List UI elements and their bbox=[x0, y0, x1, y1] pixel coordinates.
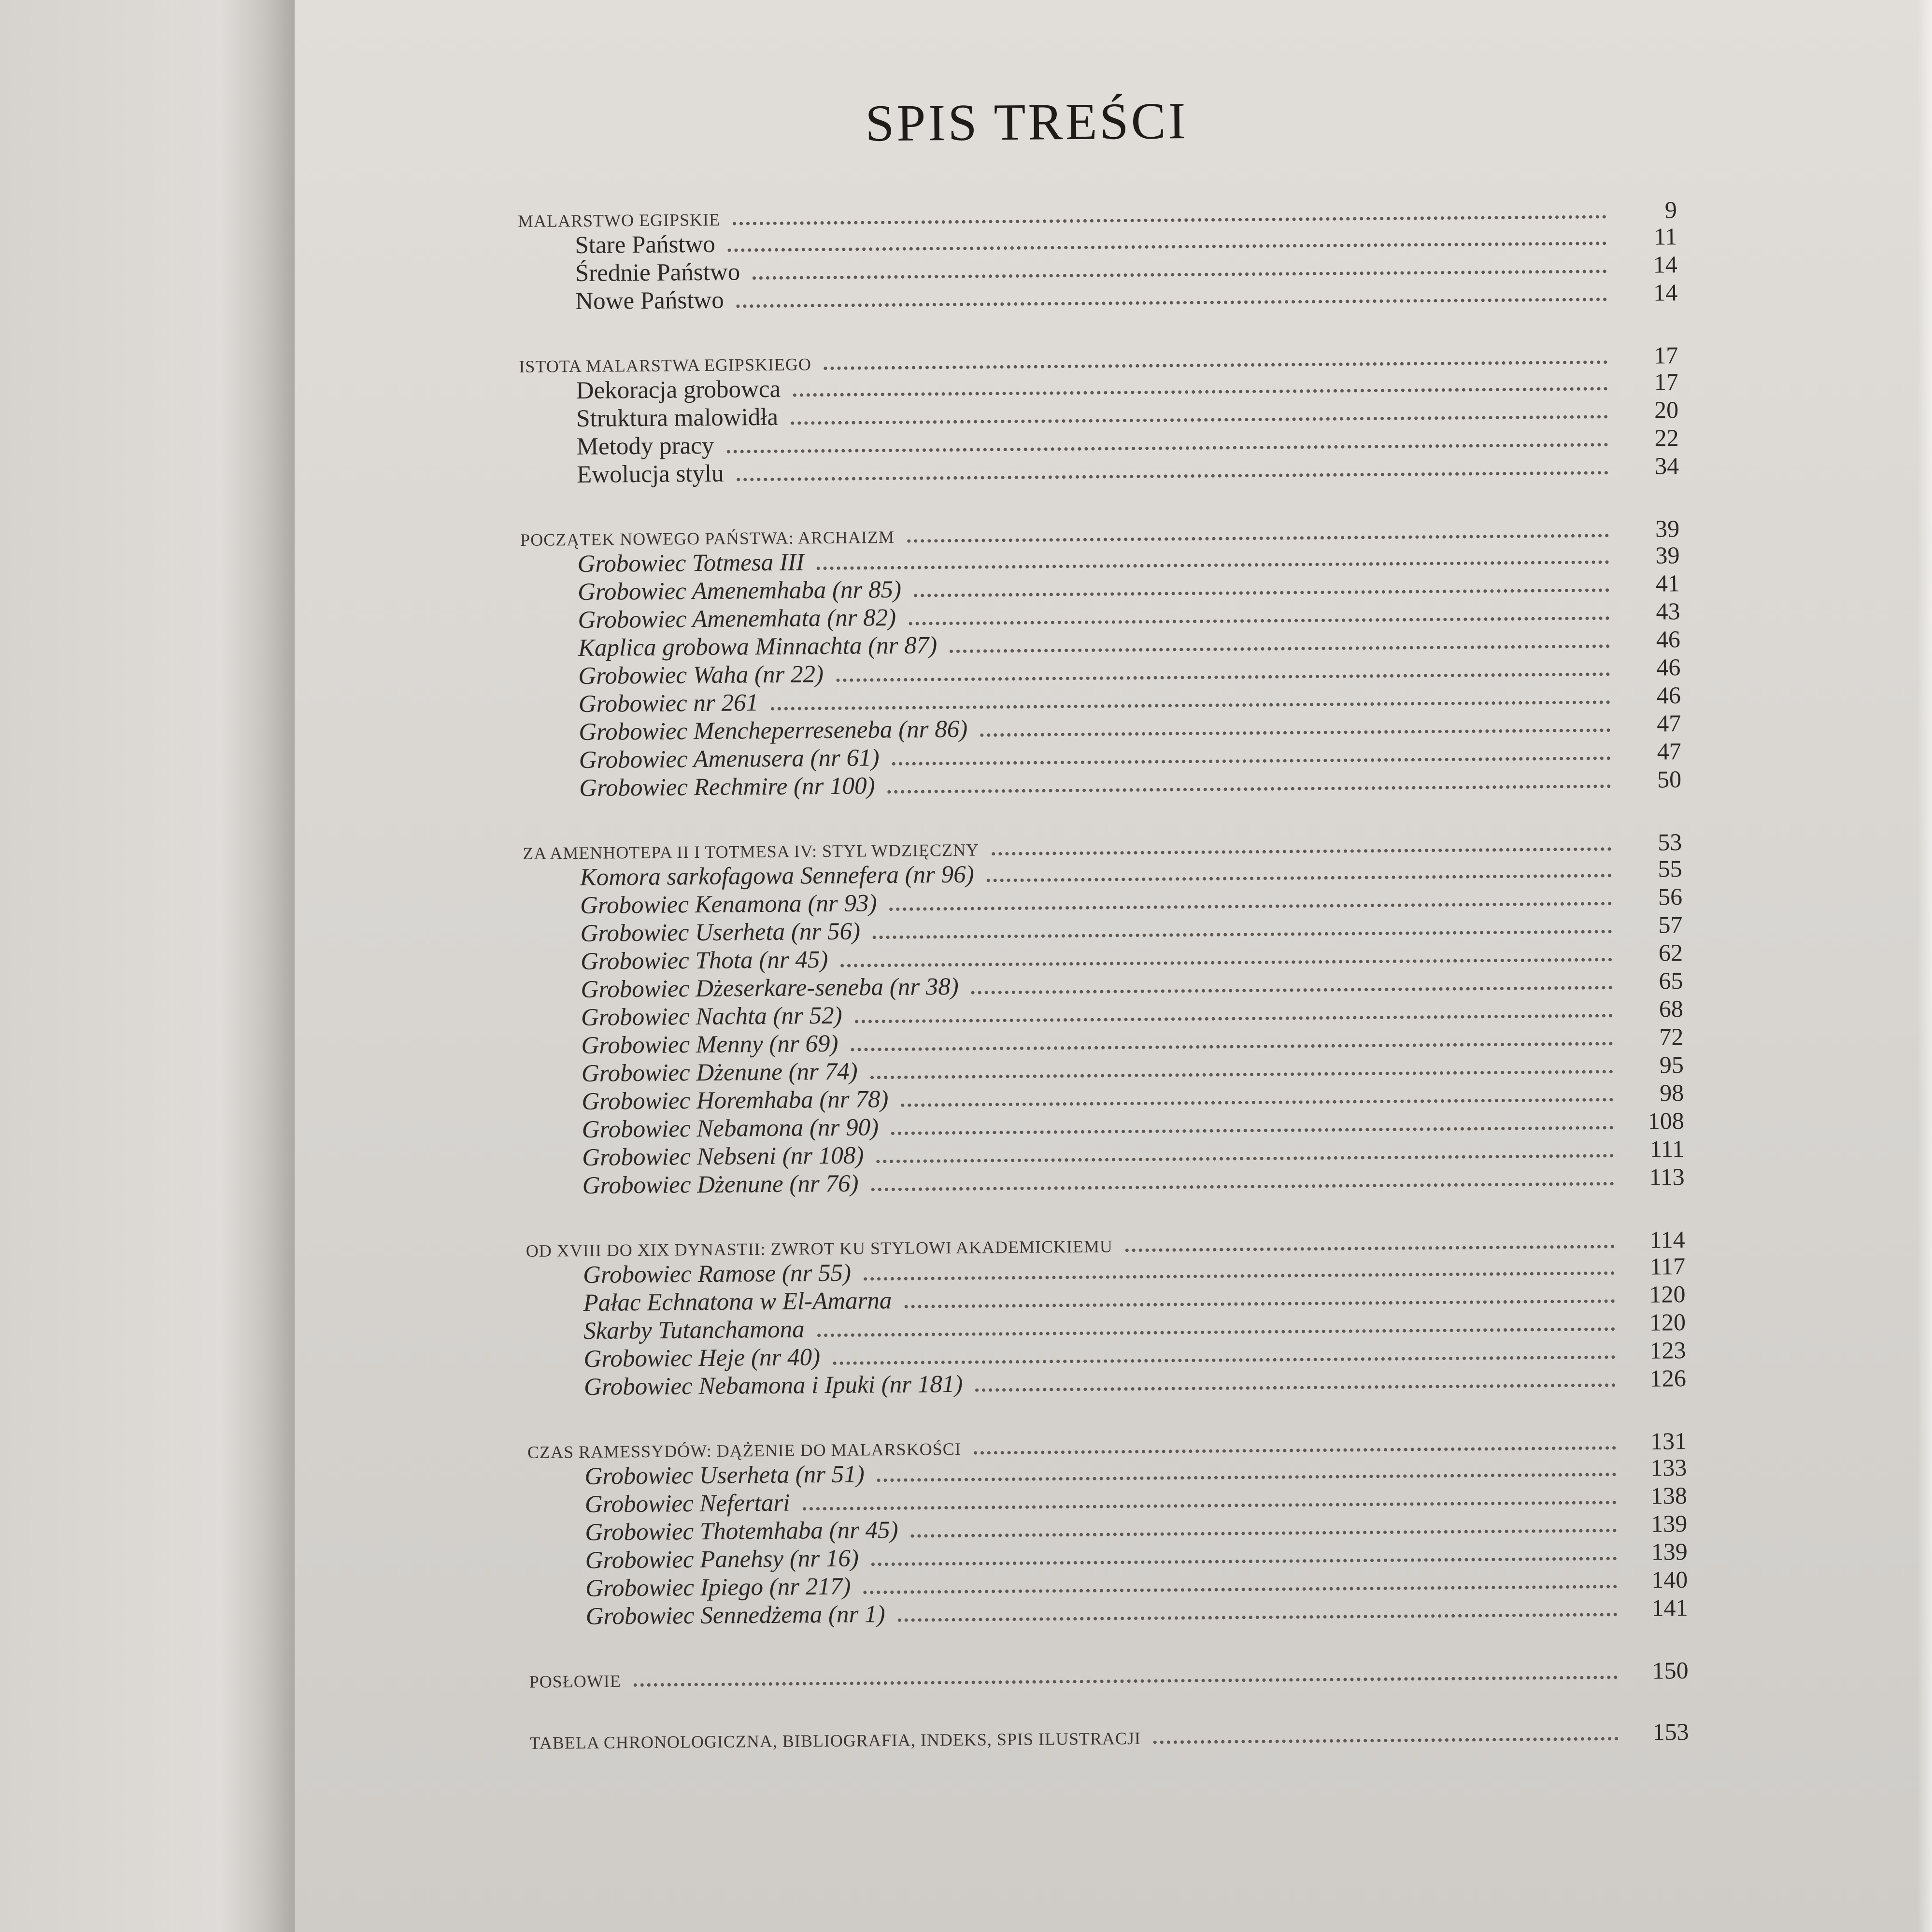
toc-list bbox=[518, 196, 1689, 1753]
dot-leader bbox=[877, 1468, 1617, 1482]
dot-leader bbox=[863, 1580, 1617, 1594]
dot-leader bbox=[870, 1065, 1613, 1079]
section-heading-page-number: 153 bbox=[1652, 1718, 1689, 1746]
dot-leader bbox=[871, 1177, 1614, 1191]
toc-entry-page-number: 108 bbox=[1648, 1107, 1684, 1135]
toc-entry-label: Grobowiec Nebseni (nr 108) bbox=[582, 1142, 864, 1172]
toc-entry-label: Pałac Echnatona w El-Amarna bbox=[583, 1287, 892, 1317]
toc-entry-label: Grobowiec Amenemhata (nr 82) bbox=[578, 604, 896, 634]
toc-section bbox=[519, 341, 1679, 489]
toc-section bbox=[523, 828, 1685, 1200]
toc-entry-label: Komora sarkofagowa Sennefera (nr 96) bbox=[580, 861, 974, 892]
toc-entry-label: Grobowiec Amenemhaba (nr 85) bbox=[577, 576, 902, 606]
toc-entry-page-number: 126 bbox=[1649, 1364, 1687, 1392]
toc-entry-page-number: 46 bbox=[1656, 625, 1681, 653]
toc-entry-page-number: 41 bbox=[1655, 569, 1680, 597]
toc-entry-page-number: 95 bbox=[1659, 1051, 1684, 1079]
toc-entry-page-number: 133 bbox=[1650, 1454, 1687, 1481]
toc-entry-page-number: 141 bbox=[1651, 1594, 1688, 1621]
page-edge-highlight bbox=[1918, 0, 1932, 1932]
toc-entry-page-number: 72 bbox=[1659, 1023, 1684, 1051]
toc-entry-label: Grobowiec Nachta (nr 52) bbox=[581, 1002, 842, 1032]
toc-entry-label: Grobowiec Kenamona (nr 93) bbox=[580, 890, 877, 920]
toc-entry-page-number: 47 bbox=[1657, 710, 1681, 737]
dot-leader bbox=[898, 1608, 1618, 1622]
dot-leader bbox=[840, 953, 1612, 967]
toc-entry-label: Grobowiec Ipiego (nr 217) bbox=[585, 1573, 851, 1602]
dot-leader bbox=[791, 410, 1608, 425]
toc-entry-page-number: 117 bbox=[1649, 1252, 1686, 1280]
dot-leader bbox=[971, 981, 1613, 994]
section-heading-label: OD XVIII DO XIX DYNASTII: ZWROT KU STYLOWI AKADEMICKIEMU bbox=[526, 1236, 1113, 1261]
dot-leader bbox=[737, 293, 1607, 308]
toc-entry-page-number: 39 bbox=[1655, 541, 1680, 569]
toc-entry-page-number: 139 bbox=[1651, 1538, 1688, 1565]
toc-entry-page-number: 14 bbox=[1653, 251, 1678, 278]
dot-leader bbox=[817, 555, 1609, 570]
dot-leader bbox=[975, 1378, 1616, 1392]
dot-leader bbox=[914, 583, 1609, 597]
toc-entry-page-number: 138 bbox=[1650, 1482, 1688, 1509]
toc-entry-label: Kaplica grobowa Minnachta (nr 87) bbox=[578, 632, 938, 662]
toc-entry-label: Grobowiec Menny (nr 69) bbox=[581, 1030, 838, 1060]
dot-leader bbox=[950, 639, 1610, 653]
dot-leader bbox=[634, 1671, 1618, 1687]
toc-entry-page-number: 57 bbox=[1658, 911, 1683, 938]
toc-entry-page-number: 111 bbox=[1649, 1135, 1685, 1163]
toc-entry-label: Grobowiec Nebamona (nr 90) bbox=[582, 1114, 879, 1144]
toc-entry-label: Grobowiec Userheta (nr 51) bbox=[584, 1461, 865, 1490]
section-heading-page-number: 114 bbox=[1649, 1226, 1685, 1253]
dot-leader bbox=[987, 869, 1612, 882]
dot-leader bbox=[907, 529, 1609, 542]
dot-leader bbox=[992, 842, 1611, 855]
toc-entry-page-number: 17 bbox=[1654, 368, 1678, 396]
toc-entry-page-number: 22 bbox=[1654, 424, 1679, 452]
toc-entry-page-number: 56 bbox=[1658, 883, 1683, 910]
toc-entry-page-number: 120 bbox=[1649, 1280, 1686, 1308]
book-gutter bbox=[159, 0, 295, 1932]
toc-entry-label: Grobowiec Thota (nr 45) bbox=[580, 946, 828, 976]
dot-leader bbox=[753, 265, 1607, 280]
dot-leader bbox=[733, 210, 1606, 225]
dot-leader bbox=[980, 724, 1610, 737]
toc-entry-label: Grobowiec Sennedżema (nr 1) bbox=[585, 1601, 885, 1630]
page-title: SPIS TREŚCI bbox=[865, 92, 1189, 153]
section-heading-page-number: 9 bbox=[1664, 196, 1677, 224]
toc-entry-label: Grobowiec nr 261 bbox=[578, 689, 759, 718]
toc-entry-label: Grobowiec Amenusera (nr 61) bbox=[579, 744, 880, 774]
toc-entry-page-number: 20 bbox=[1654, 396, 1679, 424]
toc-entry-label: Grobowiec Totmesa III bbox=[577, 549, 805, 578]
toc-entry-page-number: 98 bbox=[1660, 1079, 1684, 1107]
section-heading-label: CZAS RAMESSYDÓW: DĄŻENIE DO MALARSKOŚCI bbox=[527, 1439, 961, 1462]
dot-leader bbox=[901, 1093, 1613, 1107]
toc-entry-label: Metody pracy bbox=[576, 432, 714, 461]
dot-leader bbox=[851, 1037, 1613, 1051]
dot-leader bbox=[793, 382, 1608, 397]
toc-entry-page-number: 47 bbox=[1657, 738, 1681, 765]
toc-entry-label: Grobowiec Nefertari bbox=[584, 1489, 790, 1518]
dot-leader bbox=[1125, 1240, 1615, 1252]
dot-leader bbox=[864, 1266, 1615, 1280]
toc-entry-label: Grobowiec Horemhaba (nr 78) bbox=[582, 1086, 889, 1116]
dot-leader bbox=[737, 466, 1609, 481]
toc-entry-label: Średnie Państwo bbox=[575, 258, 740, 287]
dot-leader bbox=[876, 1149, 1614, 1163]
dot-leader bbox=[817, 1322, 1616, 1337]
dot-leader bbox=[888, 780, 1611, 794]
section-heading-label: MALARSTWO EGIPSKIE bbox=[517, 210, 721, 231]
toc-entry-page-number: 140 bbox=[1651, 1566, 1688, 1593]
toc-entry-label: Skarby Tutanchamona bbox=[583, 1316, 805, 1345]
dot-leader bbox=[909, 611, 1609, 625]
section-heading-page-number: 150 bbox=[1652, 1657, 1689, 1684]
section-heading bbox=[529, 1656, 1689, 1692]
dot-leader bbox=[889, 897, 1612, 911]
section-heading-page-number: 17 bbox=[1654, 341, 1678, 369]
section-heading-label: ISTOTA MALARSTWA EGIPSKIEGO bbox=[519, 355, 812, 376]
toc-entry-page-number: 46 bbox=[1656, 682, 1681, 709]
toc-entry-page-number: 65 bbox=[1659, 967, 1683, 994]
section-heading-label: ZA AMENHOTEPA II I TOTMESA IV: STYL WDZIĘCZNY bbox=[523, 840, 980, 863]
dot-leader bbox=[771, 696, 1610, 710]
section-heading-page-number: 39 bbox=[1655, 515, 1680, 542]
table-of-contents bbox=[517, 87, 1689, 1788]
toc-entry-label: Grobowiec Dżenune (nr 76) bbox=[582, 1170, 859, 1200]
toc-section bbox=[527, 1427, 1688, 1631]
toc-entry-label: Grobowiec Waha (nr 22) bbox=[578, 661, 824, 690]
dot-leader bbox=[891, 1121, 1614, 1135]
dot-leader bbox=[892, 752, 1611, 766]
toc-entry-label: Grobowiec Userheta (nr 56) bbox=[580, 918, 861, 948]
toc-entry-label: Grobowiec Rechmire (nr 100) bbox=[579, 772, 875, 802]
toc-entry-label: Grobowiec Dżeserkare-seneba (nr 38) bbox=[581, 973, 959, 1004]
toc-entry-page-number: 123 bbox=[1649, 1336, 1686, 1364]
dot-leader bbox=[1153, 1732, 1619, 1744]
toc-entry-page-number: 68 bbox=[1659, 995, 1684, 1023]
toc-entry-label: Grobowiec Heje (nr 40) bbox=[583, 1344, 821, 1373]
toc-entry-label: Grobowiec Ramose (nr 55) bbox=[582, 1259, 852, 1289]
section-heading-page-number: 53 bbox=[1657, 828, 1682, 856]
toc-entry-label: Grobowiec Thotemhaba (nr 45) bbox=[585, 1516, 898, 1546]
section-heading-label: POSŁOWIE bbox=[529, 1671, 621, 1691]
dot-leader bbox=[802, 1496, 1617, 1510]
section-heading-label: TABELA CHRONOLOGICZNA, BIBLIOGRAFIA, INDEKS, SPIS ILUSTRACJI bbox=[529, 1728, 1141, 1753]
section-heading bbox=[530, 1718, 1689, 1753]
toc-entry-page-number: 50 bbox=[1657, 766, 1682, 793]
toc-entry-label: Nowe Państwo bbox=[575, 286, 724, 315]
toc-entry-page-number: 43 bbox=[1656, 597, 1680, 625]
dot-leader bbox=[873, 925, 1612, 939]
dot-leader bbox=[904, 1294, 1615, 1308]
toc-entry-page-number: 113 bbox=[1649, 1163, 1685, 1191]
toc-entry-label: Grobowiec Dżenune (nr 74) bbox=[581, 1058, 858, 1088]
dot-leader bbox=[855, 1009, 1613, 1023]
dot-leader bbox=[726, 438, 1608, 453]
dot-leader bbox=[871, 1552, 1617, 1566]
dot-leader bbox=[911, 1524, 1617, 1537]
toc-entry-page-number: 55 bbox=[1658, 855, 1682, 882]
toc-entry-page-number: 14 bbox=[1653, 279, 1678, 306]
dot-leader bbox=[824, 355, 1608, 370]
section-heading-page-number: 131 bbox=[1650, 1427, 1687, 1455]
toc-entry-page-number: 62 bbox=[1658, 939, 1683, 966]
toc-section bbox=[518, 196, 1678, 315]
dot-leader bbox=[974, 1441, 1616, 1454]
toc-entry-page-number: 46 bbox=[1656, 653, 1681, 681]
toc-entry-label: Ewolucja stylu bbox=[576, 460, 724, 489]
section-heading-label: POCZĄTEK NOWEGO PAŃSTWA: ARCHAIZM bbox=[520, 527, 895, 550]
dot-leader bbox=[836, 668, 1610, 682]
toc-entry-page-number: 139 bbox=[1651, 1510, 1688, 1537]
dot-leader bbox=[728, 237, 1607, 252]
dot-leader bbox=[833, 1350, 1615, 1365]
toc-entry-label: Stare Państwo bbox=[575, 230, 716, 259]
toc-entry-page-number: 11 bbox=[1653, 223, 1677, 250]
toc-entry-label: Grobowiec Nebamona i Ipuki (nr 181) bbox=[583, 1370, 963, 1401]
toc-entry-label: Grobowiec Mencheperreseneba (nr 86) bbox=[579, 715, 968, 746]
toc-entry-page-number: 120 bbox=[1649, 1308, 1686, 1336]
toc-section bbox=[520, 514, 1681, 802]
toc-entry-label: Grobowiec Panehsy (nr 16) bbox=[585, 1545, 859, 1574]
toc-section bbox=[530, 1718, 1689, 1753]
toc-section bbox=[529, 1656, 1689, 1692]
toc-entry-label: Dekoracja grobowca bbox=[576, 375, 781, 405]
toc-section bbox=[526, 1225, 1687, 1401]
toc-entry-page-number: 34 bbox=[1654, 452, 1679, 480]
toc-entry-label: Struktura malowidła bbox=[576, 403, 779, 433]
